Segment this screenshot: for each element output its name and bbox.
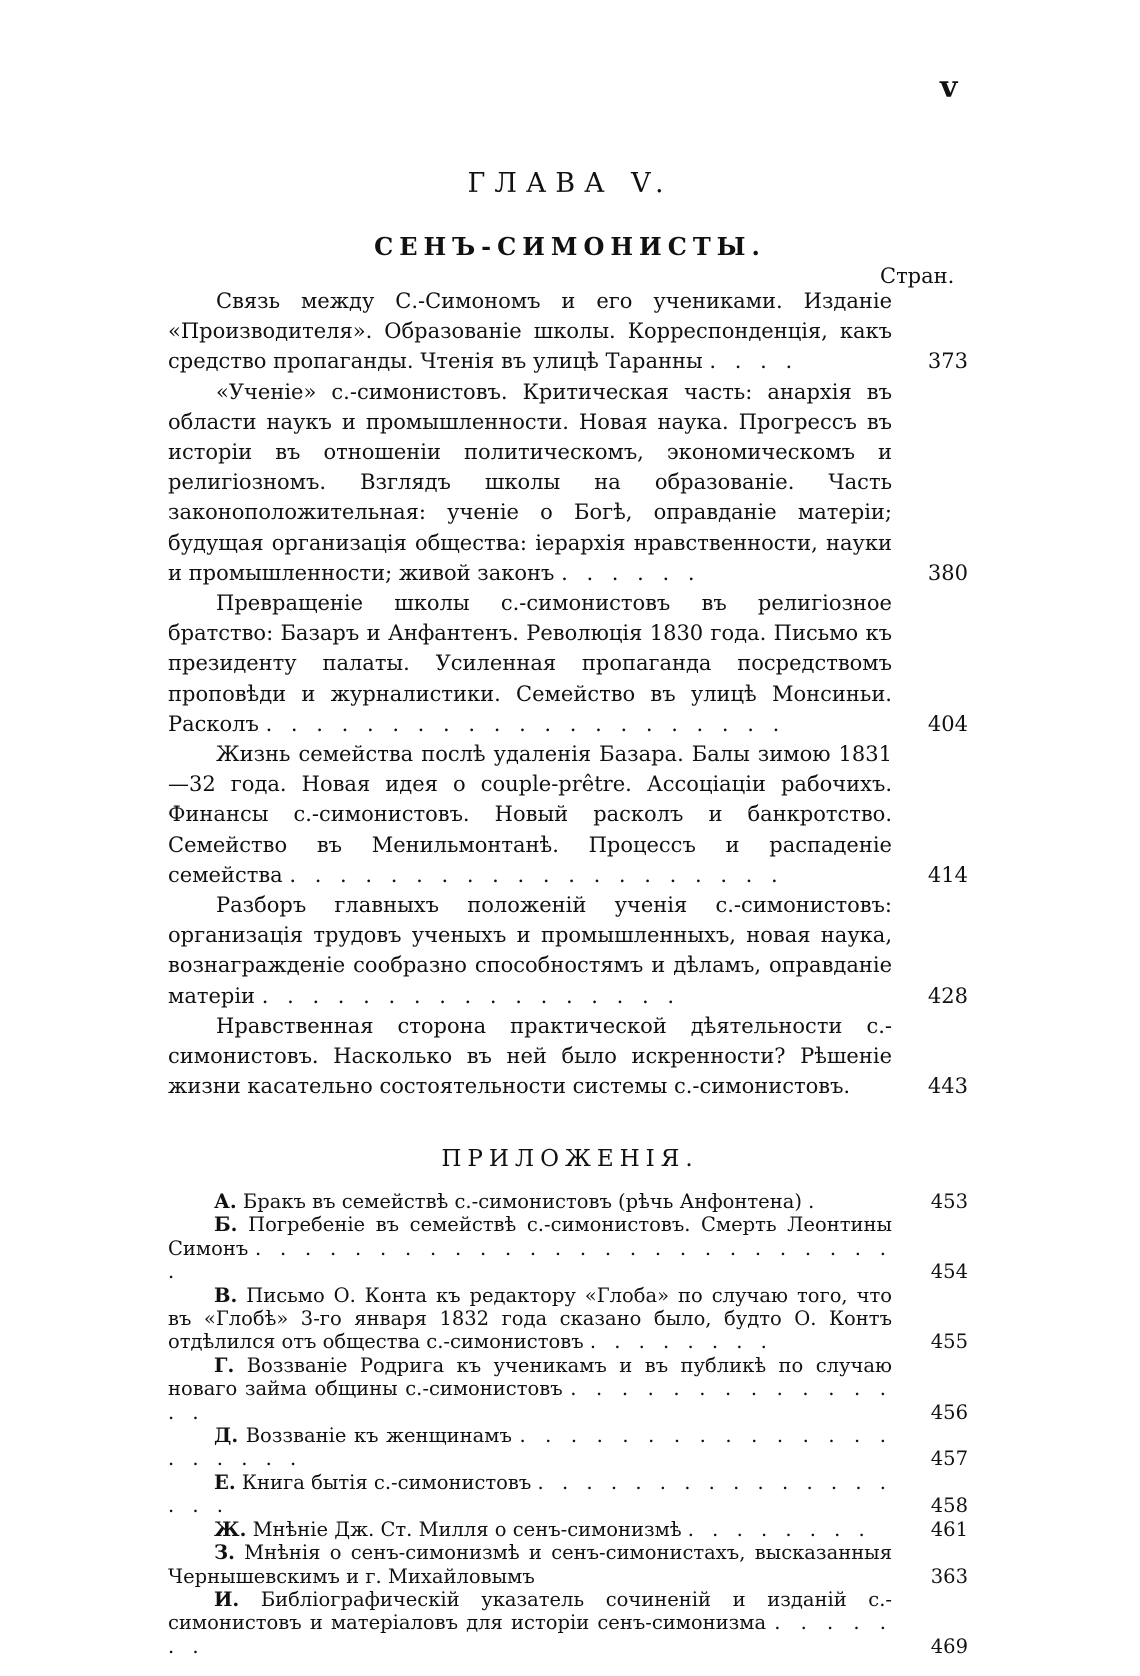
entry-page: 380 — [927, 560, 968, 585]
entry-text: Библіографическій указатель сочиненій и изданій с.-симонистовъ и матеріаловъ для исторіи сенъ-симонизма — [168, 1587, 892, 1635]
chapter-label: ГЛАВА V. — [467, 168, 673, 199]
entry-text: Воззваніе Родрига къ ученикамъ и въ публикѣ по случаю новаго займа общины с.-симонистовъ — [168, 1353, 893, 1401]
page-column-label: Стран. — [880, 264, 955, 288]
appendix-entry — [168, 1588, 968, 1658]
toc-list — [168, 286, 968, 1101]
entry-text: Мнѣніе Дж. Ст. Милля о сенъ-симонизмѣ — [252, 1517, 682, 1541]
toc-entry — [168, 890, 968, 1011]
entry-text: Разборъ главныхъ положеній ученія с.-симонистовъ: организація трудовъ ученыхъ и промышленныхъ, новая наука, вознагражденіе сообразно способностямъ и дѣламъ, оправданіе матеріи — [168, 893, 892, 1008]
appendix-entry — [168, 1541, 968, 1588]
page-number: v — [940, 70, 958, 105]
entry-page: 373 — [927, 349, 968, 374]
toc-entry — [168, 739, 968, 890]
entry-page: 453 — [930, 1190, 968, 1213]
leader-dots: . . . . . . — [561, 560, 701, 585]
entry-page: 469 — [930, 1634, 968, 1658]
entry-page: 457 — [930, 1447, 968, 1471]
entry-text: Нравственная сторона практической дѣятельности с.-симонистовъ. Насколько въ ней было искренности? Рѣшеніе жизни касательно состоятельности системы с.-симонистовъ. — [168, 1013, 892, 1099]
appendix-entry — [168, 1284, 968, 1354]
entry-page: 455 — [930, 1330, 968, 1354]
appendix-entry — [168, 1354, 968, 1424]
appendix-letter: И. — [214, 1587, 240, 1611]
entry-page: 458 — [930, 1494, 968, 1518]
appendix-entry — [168, 1424, 968, 1471]
leader-dots: . . . . . . . — [168, 1611, 892, 1658]
entry-page: 443 — [927, 1074, 968, 1099]
leader-dots: . . . . . . . . . . . . . . . . . . . . . . . . . . . — [168, 1236, 892, 1284]
entry-text: Письмо О. Конта къ редактору «Глоба» по случаю того, что въ «Глобѣ» 3-го января 1832 года сказано было, будто О. Контъ отдѣлился отъ общества с.-симонистовъ — [168, 1283, 893, 1354]
appendix-heading: ПРИЛОЖЕНІЯ. — [441, 1146, 699, 1172]
leader-dots: . — [808, 1190, 821, 1213]
leader-dots: . . . . . . . . . . . . . . . . . . . . — [289, 862, 784, 887]
entry-text: Воззваніе къ женщинамъ — [245, 1424, 512, 1448]
appendix-entry — [168, 1190, 968, 1213]
leader-dots: . . . . . . . . . . . . . . . . . . — [168, 1470, 892, 1518]
entry-text: Превращеніе школы с.-симонистовъ въ религіозное братство: Базаръ и Анфантенъ. Революція 1830 года. Письмо къ президенту палаты. Усиленная пропаганда посредствомъ проповѣди и журналистики. Семейство въ улицѣ Монсиньи. Расколъ — [168, 591, 892, 736]
entry-text: Жизнь семейства послѣ удаленія Базара. Балы зимою 1831—32 года. Новая идея о couple-prêtre. Ассоціаціи рабочихъ. Финансы с.-симонистовъ. Новый расколъ и банкротство. Семейство въ Менильмонтанѣ. Процессъ и распаденіе семейства — [168, 742, 892, 887]
leader-dots: . . . . . . . . . . . . . . . — [168, 1377, 893, 1424]
entry-page: 456 — [930, 1400, 968, 1424]
leader-dots: . . . . — [709, 349, 799, 374]
entry-page: 454 — [930, 1260, 968, 1284]
appendix-letter: Ж. — [214, 1517, 247, 1541]
leader-dots: . . . . . . . . . . . . . . . . . . . . . — [168, 1424, 892, 1471]
appendix-entry — [168, 1213, 968, 1283]
appendix-letter: З. — [214, 1541, 235, 1565]
entry-text: Бракъ въ семействѣ с.-симонистовъ (рѣчь Анфонтена) — [242, 1190, 802, 1213]
entry-text: Связь между С.-Симономъ и его учениками. Изданіе «Производителя». Образованіе школы. Корреспонденція, какъ средство пропаганды. Чтенія въ улицѣ Таранны — [168, 289, 892, 374]
entry-text: Книга бытія с.-симонистовъ — [241, 1470, 532, 1494]
leader-dots: . . . . . . . . . . . . . . . . . — [261, 983, 681, 1008]
entry-page: 461 — [930, 1517, 968, 1541]
appendix-entry — [168, 1471, 968, 1518]
entry-text: Погребеніе въ семействѣ с.-симонистовъ. Смерть Леонтины Симонъ — [168, 1213, 893, 1260]
entry-page: 414 — [927, 862, 968, 887]
entry-page: 404 — [927, 711, 968, 736]
appendix-letter: Г. — [214, 1353, 235, 1377]
leader-dots: . . . . . . . . — [589, 1330, 773, 1354]
appendix-entry — [168, 1518, 968, 1541]
leader-dots: . . . . . . . . — [687, 1517, 871, 1541]
toc-entry — [168, 1011, 968, 1102]
appendix-letter: Е. — [214, 1470, 236, 1494]
appendix-letter: Д. — [214, 1424, 239, 1448]
appendix-letter: А. — [214, 1190, 237, 1213]
toc-entry — [168, 286, 968, 377]
appendix-list — [168, 1190, 968, 1658]
entry-text: Мнѣнія о сенъ-симонизмѣ и сенъ-симонистахъ, высказанныя Чернышевскимъ и г. Михайловымъ — [168, 1541, 893, 1588]
appendix-letter: Б. — [214, 1213, 238, 1237]
chapter-subtitle: СЕНЪ-СИМОНИСТЫ. — [374, 232, 766, 261]
leader-dots: . . . . . . . . . . . . . . . . . . . . . — [265, 711, 786, 736]
appendix-letter: В. — [214, 1283, 238, 1307]
toc-entry — [168, 377, 968, 588]
entry-text: «Ученіе» с.-симонистовъ. Критическая часть: анархія въ области наукъ и промышленности. Новая наука. Прогрессъ въ исторіи въ отношеніи политическомъ, экономическомъ и религіозномъ. Взглядъ школы на образованіе. Часть законоположительная: ученіе о Богѣ, оправданіе матеріи; будущая организація общества: іерархія нравственности, науки и промышленности; живой законъ — [168, 379, 892, 585]
entry-page: 363 — [930, 1564, 968, 1588]
entry-page: 428 — [927, 983, 968, 1008]
toc-entry — [168, 588, 968, 739]
